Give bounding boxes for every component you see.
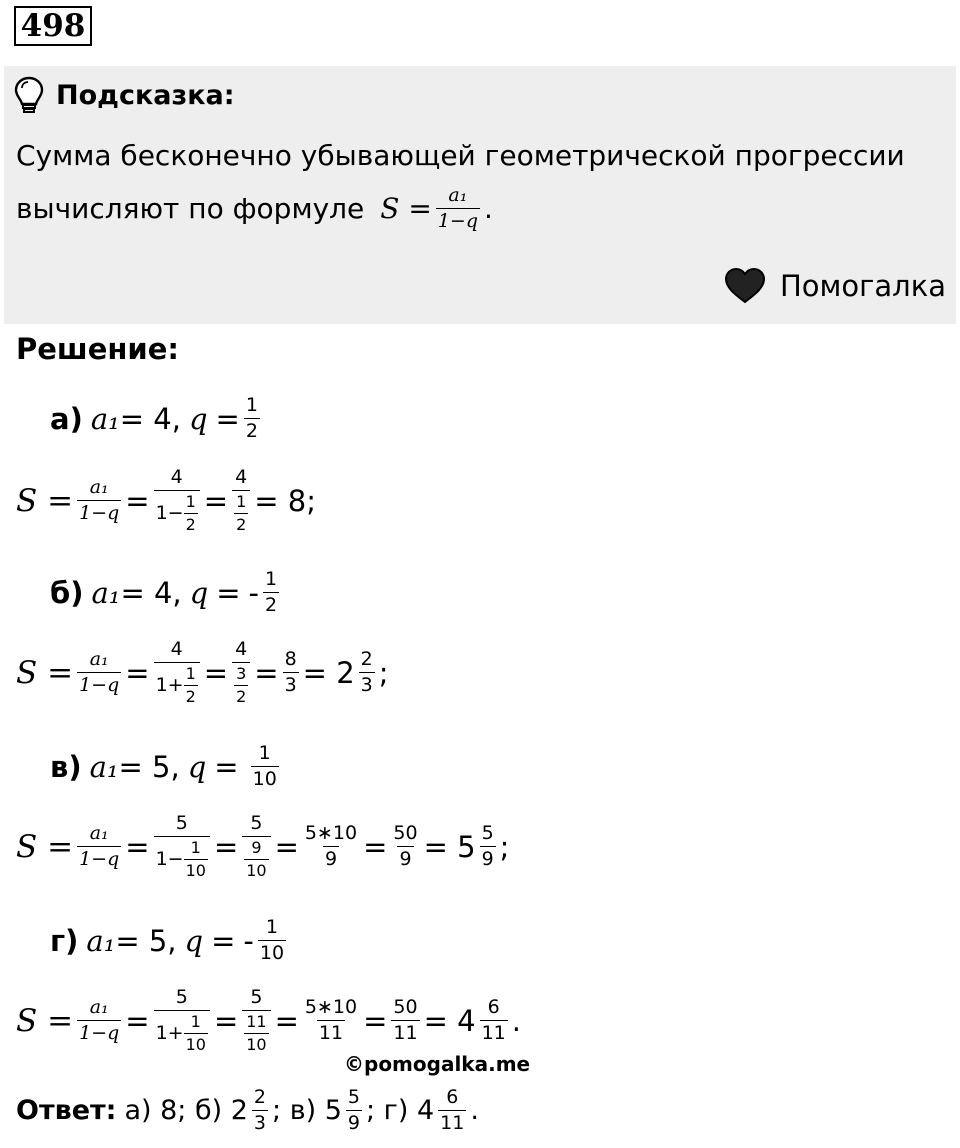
lightbulb-icon [14, 76, 44, 114]
part-c-calc: S = $\frac{\text{a₁}}{1-q}$ = 5 1− $\frac{1}{10}$ = $\frac{5}{\frac{9}{10}}$ = $\frac{5∗10}{9}$ = $\frac{50}{9}$ = 5 $\frac{5}{9}$ ; [16, 812, 510, 880]
hint-line2: вычисляют по формуле S = $\frac{\text{a₁}}{1-q}$ . [16, 184, 493, 232]
part-a-given: а) a₁ = 4, q = $\frac{1}{2}$ [50, 394, 258, 442]
hint-title: Подсказка: [14, 76, 235, 114]
heart-icon [724, 268, 766, 304]
part-a-calc: S = $\frac{\text{a₁}}{1-q}$ = 4 1− $\frac{1}{2}$ = $\frac{4}{\frac{1}{2}}$ = 8; [16, 466, 317, 534]
part-b-calc: S = $\frac{\text{a₁}}{1-q}$ = 4 1+ $\frac{1}{2}$ = $\frac{4}{\frac{3}{2}}$ = $\frac{8}{3}$ = 2 $\frac{2}{3}$ ; [16, 638, 389, 706]
hint-formula-fraction: $\frac{\text{a₁}}{1-q}$ [437, 184, 478, 232]
part-d-calc: S = $\frac{\text{a₁}}{1-q}$ = 5 1+ $\frac{1}{10}$ = $\frac{5}{\frac{11}{10}}$ = $\frac{5∗10}{11}$ = $\frac{50}{11}$ = 4 $\frac{6}{11}$ . [16, 986, 521, 1054]
watermark: ©pomogalka.me [344, 1052, 531, 1076]
part-c-given: в) a₁ = 5, q = $\frac{1}{10}$ [50, 742, 277, 790]
solution-title: Решение: [16, 332, 180, 366]
part-d-given: г) a₁ = 5, q = - $\frac{1}{10}$ [50, 916, 285, 964]
part-b-given: б) a₁ = 4, q = - $\frac{1}{2}$ [50, 568, 278, 616]
brand-label: Помогалка [724, 268, 946, 304]
hint-line1: Сумма бесконечно убывающей геометрической прогрессии [16, 139, 905, 172]
task-number: 498 [14, 6, 92, 46]
answer-line: Ответ: а) 8; б) 2 $\frac{2}{3}$ ; в) 5 $\frac{5}{9}$ ; г) 4 $\frac{6}{11}$ . [16, 1086, 479, 1134]
